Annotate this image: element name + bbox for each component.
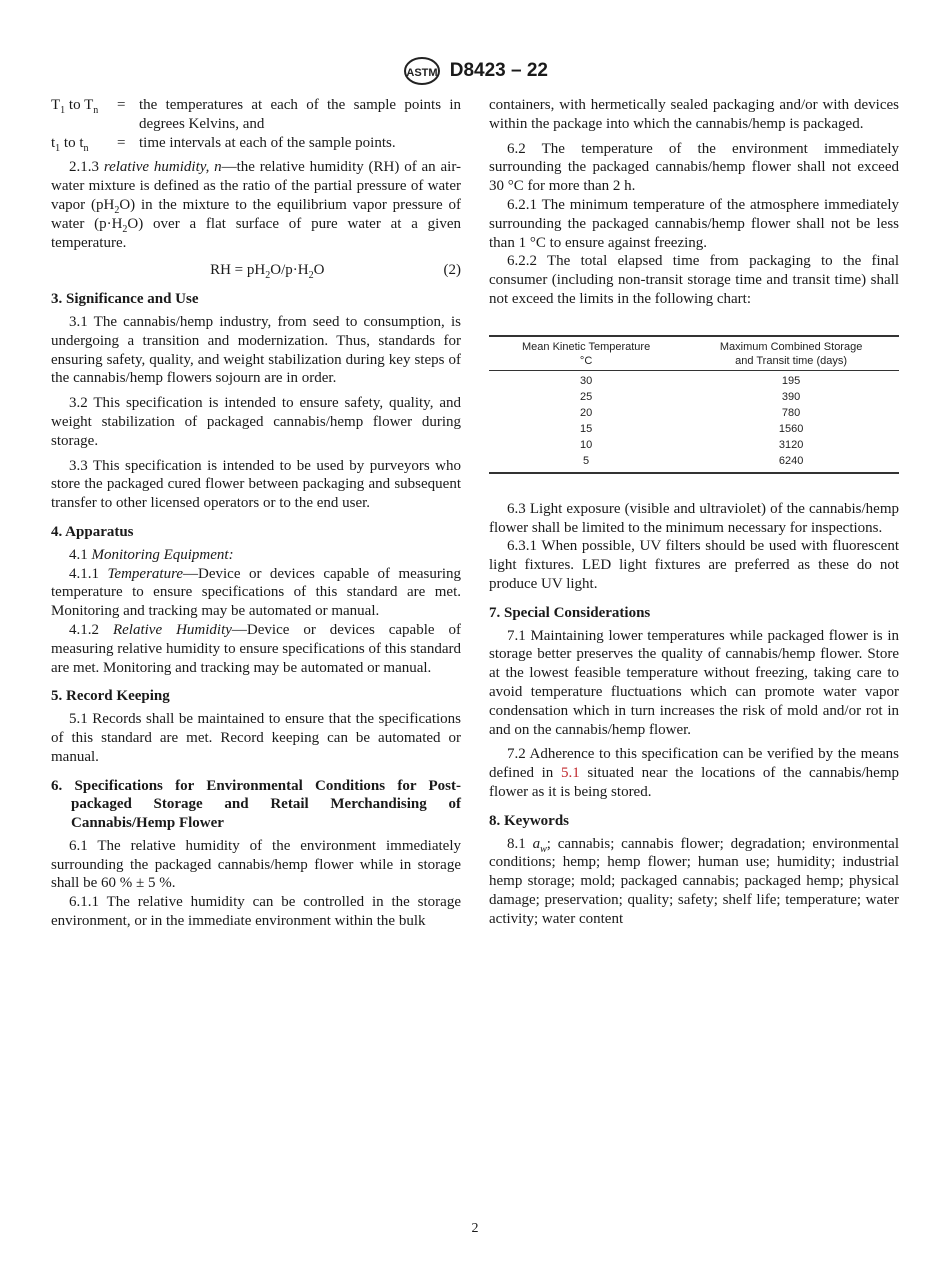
section-heading: 5. Record Keeping xyxy=(51,688,170,705)
storage-time-table xyxy=(489,335,899,474)
paragraph: 3.3 This specification is intended to be used by purveyors who store the packaged cured flower between packaging and subsequent transfer to other licensed operators or to the end user. xyxy=(51,457,461,512)
paragraph: 4.1.1 Temperature—Device or devices capable of measuring temperature to ensure specifications of this standard are met. Monitoring and tracking may be automated or manual. xyxy=(51,565,461,620)
paragraph: 6.2.2 The total elapsed time from packaging to the final consumer (including non-transit storage time and transit time) shall not exceed the limits in the following chart: xyxy=(489,253,899,307)
paragraph: 3.1 The cannabis/hemp industry, from seed to consumption, is undergoing a transition and modernization. Thus, standards for ensuring safety, quality, and weight stabilization during key steps of the cannabis/hemp flowers sojourn are in order. xyxy=(51,313,461,387)
paragraph-2-1-3: 2.1.3 relative humidity, n—the relative humidity (RH) of an air-water mixture is defined as the ratio of the partial pressure of water vapor $(pH_2O)$ in the mixture to the equilibrium vapor pressure of water $(p\cdot H_2O)$ over a flat surface of pure water at a given temperature. xyxy=(51,159,462,251)
paragraph: containers, with hermetically sealed packaging and/or with devices within the package into which the cannabis/hemp is packaged. xyxy=(489,97,899,132)
page-header xyxy=(0,56,950,86)
table-row: 10 3120 xyxy=(579,438,804,451)
table-row: 30 195 xyxy=(579,374,801,387)
table-header: Mean Kinetic Temperature °C xyxy=(522,340,651,367)
def-term: $t_1$ to $t_n$ xyxy=(51,134,89,154)
def-eq: = xyxy=(117,134,126,151)
paragraph: 4.1 Monitoring Equipment: xyxy=(69,546,234,563)
section-heading: 7. Special Considerations xyxy=(489,604,651,621)
section-heading: 8. Keywords xyxy=(489,812,569,829)
paragraph: 6.2.1 The minimum temperature of the atmosphere immediately surrounding the packaged cannabis/hemp flower shall not be less than 1 °C to ensure against freezing. xyxy=(489,196,899,251)
paragraph: 6.3.1 When possible, UV filters should be used with fluorescent light fixtures. LED light fixtures are preferred as these do not produce UV light. xyxy=(489,538,899,592)
section-heading: 4. Apparatus xyxy=(51,523,134,540)
paragraph: 4.1.2 Relative Humidity—Device or devices capable of measuring relative humidity to ensure specifications of this standard are met. Monitoring and tracking may be automated or manual. xyxy=(51,621,462,676)
designation: D8423 – 22 xyxy=(449,59,548,81)
equation-2: RH = $pH_2O/p\cdot H_2O$ (2) xyxy=(210,262,461,282)
def-desc: time intervals at each of the sample points. xyxy=(139,134,396,151)
page-number: 2 xyxy=(471,1221,479,1236)
astm-logo-icon xyxy=(402,56,442,86)
paragraph: 3.2 This specification is intended to ensure safety, quality, and weight stabilization of packaged cannabis/hemp flower during storage. xyxy=(51,395,461,449)
svg-text:ASTM: ASTM xyxy=(406,67,438,79)
left-column xyxy=(51,96,461,931)
table-row: 20 780 xyxy=(579,406,801,419)
equation-number: (2) xyxy=(443,262,461,279)
paragraph: 5.1 Records shall be maintained to ensure that the specifications of this standard are met. Record keeping can be automated or manual. xyxy=(51,711,461,765)
paragraph: 7.1 Maintaining lower temperatures while packaged flower is in storage better preserves the quality of cannabis/hemp flower. Store at the lowest feasible temperature without freezing, taking care to avoid temperature fluctuations which can promote water vapor condensation which in turn increases the risk of mold and/or rot in and on the cannabis/hemp flower. xyxy=(489,627,899,738)
paragraph: 6.1 The relative humidity of the environment immediately surrounding the packaged cannabis/hemp flower while in storage shall be 60 % ± 5 %. xyxy=(51,837,461,892)
paragraph: 6.2 The temperature of the environment immediately surrounding the packaged cannabis/hemp flower shall not exceed 30 °C for more than 2 h. xyxy=(489,140,899,195)
keywords-paragraph: 8.1 $a_w$; cannabis; cannabis flower; degradation; environmental conditions; hemp; hemp flower; human use; humidity; industrial hemp storage; mold; packaged cannabis; packaged hemp; physical damage; preservation; quality; safety; shelf life; temperature; water activity; water content xyxy=(489,835,899,927)
paragraph: 6.1.1 The relative humidity can be controlled in the storage environment, or in the immediate environment within the bulk xyxy=(51,894,461,930)
paragraph: 7.2 Adherence to this specification can be verified by the means defined in 5.1 situated near the locations of the cannabis/hemp flower as it is being stored. xyxy=(489,746,899,800)
def-term: $T_1$ to $T_n$ xyxy=(51,97,99,116)
right-column xyxy=(489,96,899,929)
definitions-list xyxy=(51,96,461,152)
table-header: Maximum Combined Storage and Transit time (days) xyxy=(719,340,863,367)
section-heading: 3. Significance and Use xyxy=(51,291,199,308)
def-desc: the temperatures at each of the sample points in degrees Kelvins, and xyxy=(139,97,461,132)
table-row: 15 1560 xyxy=(579,422,804,435)
table-row: 5 6240 xyxy=(583,454,804,467)
table-row: 25 390 xyxy=(579,390,801,403)
paragraph: 6.3 Light exposure (visible and ultraviolet) of the cannabis/hemp flower shall be limited to the minimum necessary for inspections. xyxy=(489,500,899,536)
section-link-5-1[interactable]: 5.1 xyxy=(560,765,580,782)
def-eq: = xyxy=(117,97,126,113)
section-heading: 6. Specifications for Environmental Conditions for Post-packaged Storage and Retail Merchandising of Cannabis/Hemp Flower xyxy=(51,777,461,832)
